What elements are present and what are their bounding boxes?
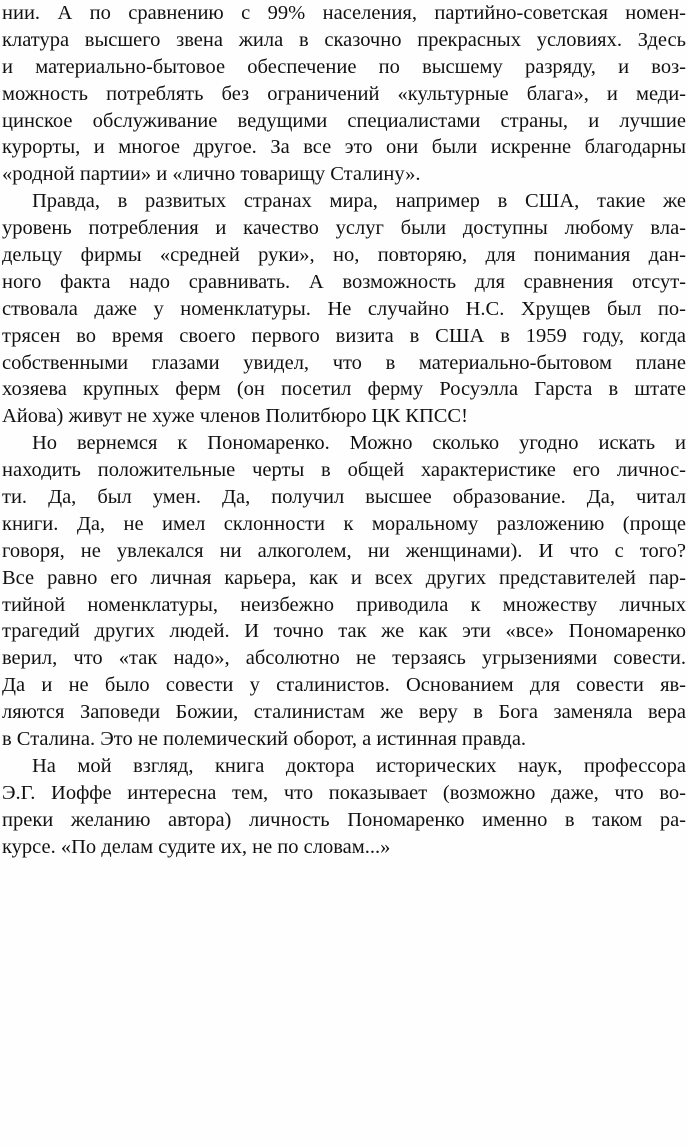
text-line: «родной партии» и «лично товарищу Сталину». [2,163,421,186]
text-line: трясен во время своего первого визита в США в 1959 году, когда [2,324,686,347]
text-line: дельцу фирмы «средней руки», но, повторяю, для понимания дан- [2,244,686,267]
text-line: Э.Г. Иоффе интересна тем, что показывает (возможно даже, что во- [2,781,686,804]
text-line: Правда, в развитых странах мира, например в США, такие же [32,190,686,213]
text-line: уровень потребления и качество услуг были доступны любому вла- [2,217,686,240]
text-line: ного факта надо сравнивать. А возможность для сравнения отсут- [2,270,686,293]
text-line: хозяева крупных ферм (он посетил ферму Росуэлла Гарста в штате [2,378,686,401]
text-line: собственными глазами увидел, что в материально-бытовом плане [2,351,686,374]
text-line: ляются Заповеди Божии, сталинистам же веру в Бога заменяла вера [2,701,686,724]
paragraph-2 [2,188,686,430]
text-line: преки желанию автора) личность Пономаренко именно в таком ра- [2,808,686,831]
text-line: курорты, и многое другое. За все это они были искренне благодарны [2,136,686,159]
text-line: в Сталина. Это не полемический оборот, а истинная правда. [2,728,527,751]
text-line: ствовала даже у номенклатуры. Не случайно Н.С. Хрущев был по- [2,297,686,320]
text-line: ти. Да, был умен. Да, получил высшее образование. Да, читал [2,486,686,509]
text-line: курсе. «По делам судите их, не по словам...» [2,835,391,858]
body-text [2,0,686,861]
paragraph-3 [2,430,686,753]
text-line: цинское обслуживание ведущими специалистами страны, и лучшие [2,109,686,132]
text-line: трагедий других людей. И точно так же как эти «все» Пономаренко [2,620,686,643]
text-line: говоря, не увлекался ни алкоголем, ни женщинами). И что с того? [2,539,686,562]
text-line: верил, что «так надо», абсолютно не терзаясь угрызениями совести. [2,647,686,670]
text-line: нии. А по сравнению с 99% населения, партийно-советская номен- [2,2,686,24]
text-line: книги. Да, не имел склонности к моральному разложению (проще [2,512,686,535]
text-line: Да и не было совести у сталинистов. Основанием для совести яв- [2,674,686,697]
text-line: и материально-бытовое обеспечение по высшему разряду, и воз- [2,55,686,78]
text-line: находить положительные черты в общей характеристике его личнос- [2,459,686,482]
text-line: можность потреблять без ограничений «культурные блага», и меди- [2,82,686,105]
text-line: клатура высшего звена жила в сказочно прекрасных условиях. Здесь [2,28,686,51]
text-line: На мой взгляд, книга доктора исторических наук, профессора [32,754,686,777]
text-line: тийной номенклатуры, неизбежно приводила к множеству личных [2,593,686,616]
text-line: Айова) живут не хуже членов Политбюро ЦК КПСС! [2,405,468,428]
paragraph-1 [2,0,686,188]
paragraph-4 [2,753,686,861]
text-line: Все равно его личная карьера, как и всех других представителей пар- [2,566,686,589]
text-line: Но вернемся к Пономаренко. Можно сколько угодно искать и [32,432,686,455]
